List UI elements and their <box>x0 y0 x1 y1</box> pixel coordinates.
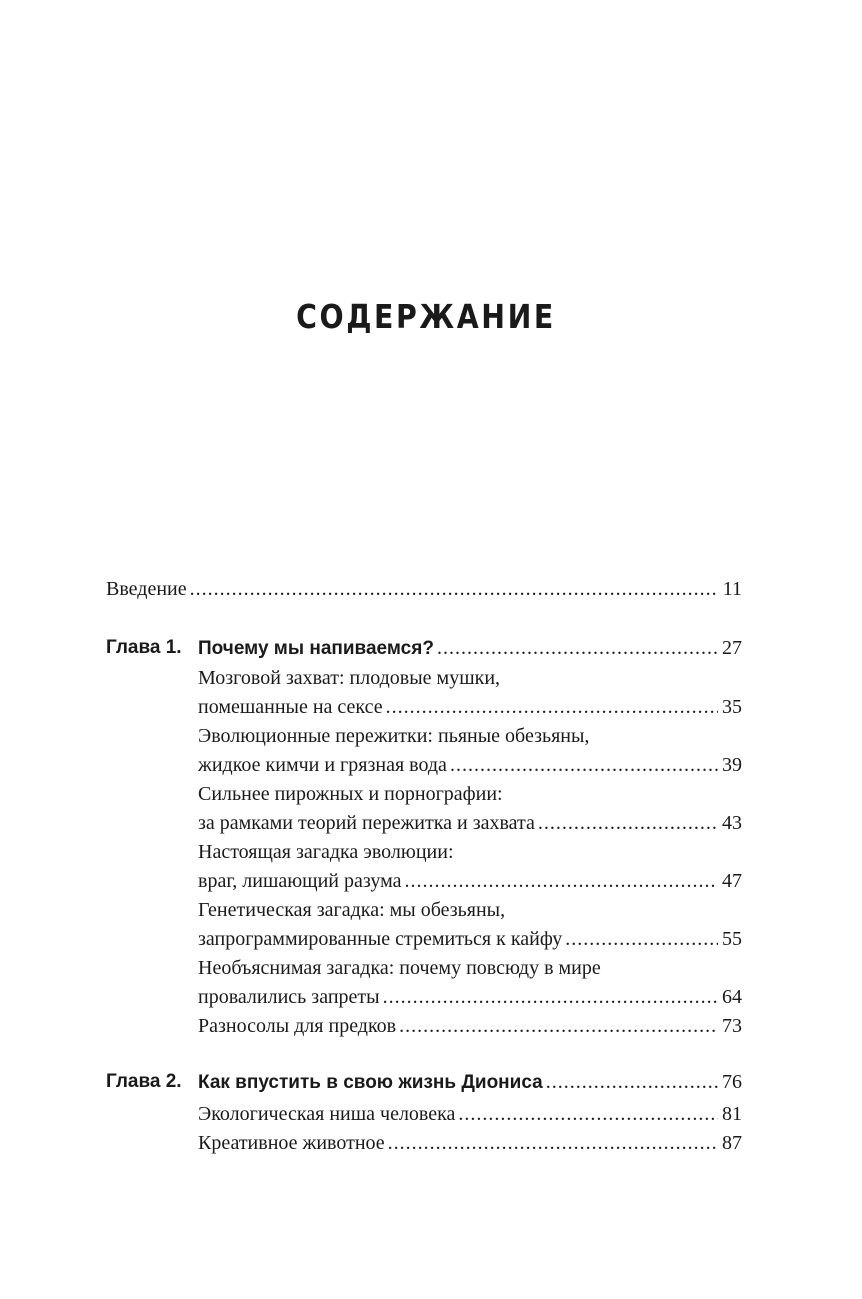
page-number: 47 <box>722 870 742 892</box>
toc-entry-line <box>198 982 742 1012</box>
section-title: враг, лишающий разума <box>198 870 402 892</box>
toc-entry-intro[interactable] <box>106 574 742 604</box>
toc-section[interactable] <box>106 924 742 954</box>
toc-entry-title: Введение <box>106 578 187 600</box>
page-number: 76 <box>722 1071 742 1093</box>
toc-section[interactable] <box>106 1128 742 1158</box>
section-title: провалились запреты <box>198 986 380 1008</box>
toc-section[interactable] <box>106 750 742 780</box>
dot-leader <box>538 808 718 838</box>
page-number: 43 <box>722 812 742 834</box>
section-title-line1: Настоящая загадка эволюции: <box>198 841 454 863</box>
dot-leader <box>399 1011 718 1041</box>
page-number: 35 <box>722 696 742 718</box>
toc-entry-line <box>106 574 742 604</box>
dot-leader <box>383 982 718 1012</box>
dot-leader <box>437 633 718 663</box>
dot-leader <box>388 1128 718 1158</box>
toc-chapter-2[interactable] <box>106 1067 742 1097</box>
toc-entry-line <box>198 866 742 896</box>
dot-leader <box>404 866 718 896</box>
page-number: 73 <box>722 1015 742 1037</box>
section-title: Разносолы для предков <box>198 1015 397 1037</box>
toc-section[interactable] <box>106 866 742 896</box>
section-title: Креативное животное <box>198 1132 385 1154</box>
toc-entry-line <box>198 1099 742 1129</box>
section-title: за рамками теорий пережитка и захвата <box>198 812 535 834</box>
toc-entry-line <box>198 1011 742 1041</box>
dot-leader <box>565 924 718 954</box>
toc-entry-line <box>198 692 742 722</box>
page-number: 87 <box>722 1132 742 1154</box>
dot-leader <box>190 574 719 604</box>
toc-section[interactable] <box>106 1099 742 1129</box>
chapter-title: Почему мы напиваемся? <box>198 638 434 659</box>
table-of-contents <box>106 0 742 1299</box>
section-title: Экологическая ниша человека <box>198 1103 456 1125</box>
chapter-title: Как впустить в свою жизнь Диониса <box>198 1072 543 1093</box>
toc-section[interactable] <box>106 982 742 1012</box>
dot-leader <box>546 1067 718 1097</box>
dot-leader <box>386 692 718 722</box>
section-title: жидкое кимчи и грязная вода <box>198 754 447 776</box>
toc-entry-line <box>198 808 742 838</box>
toc-entry-line <box>198 1128 742 1158</box>
page-title: СОДЕРЖАНИЕ <box>296 297 556 336</box>
section-title-line1: Генетическая загадка: мы обезьяны, <box>198 899 506 921</box>
section-title: помешанные на сексе <box>198 696 383 718</box>
dot-leader <box>458 1099 718 1129</box>
page-number: 39 <box>722 754 742 776</box>
toc-entry-line <box>198 924 742 954</box>
toc-section[interactable] <box>106 808 742 838</box>
dot-leader <box>450 750 718 780</box>
section-title-line1: Сильнее пирожных и порнографии: <box>198 783 503 805</box>
section-title-line1: Мозговой захват: плодовые мушки, <box>198 667 501 689</box>
page-number: 11 <box>722 578 742 600</box>
toc-entry-line <box>198 633 742 664</box>
page-number: 81 <box>722 1103 742 1125</box>
chapter-label: Глава 2. <box>106 1071 182 1092</box>
toc-entry-line <box>198 750 742 780</box>
toc-section[interactable] <box>106 1011 742 1041</box>
toc-chapter-1[interactable] <box>106 633 742 663</box>
section-title-line1: Необъяснимая загадка: почему повсюду в мире <box>198 957 601 979</box>
page-number: 27 <box>722 637 742 659</box>
toc-section[interactable] <box>106 692 742 722</box>
section-title: запрограммированные стремиться к кайфу <box>198 928 563 950</box>
page-number: 64 <box>722 986 742 1008</box>
chapter-label: Глава 1. <box>106 637 182 658</box>
section-title-line1: Эволюционные пережитки: пьяные обезьяны, <box>198 725 590 747</box>
toc-entry-line <box>198 1067 742 1098</box>
page-number: 55 <box>722 928 742 950</box>
